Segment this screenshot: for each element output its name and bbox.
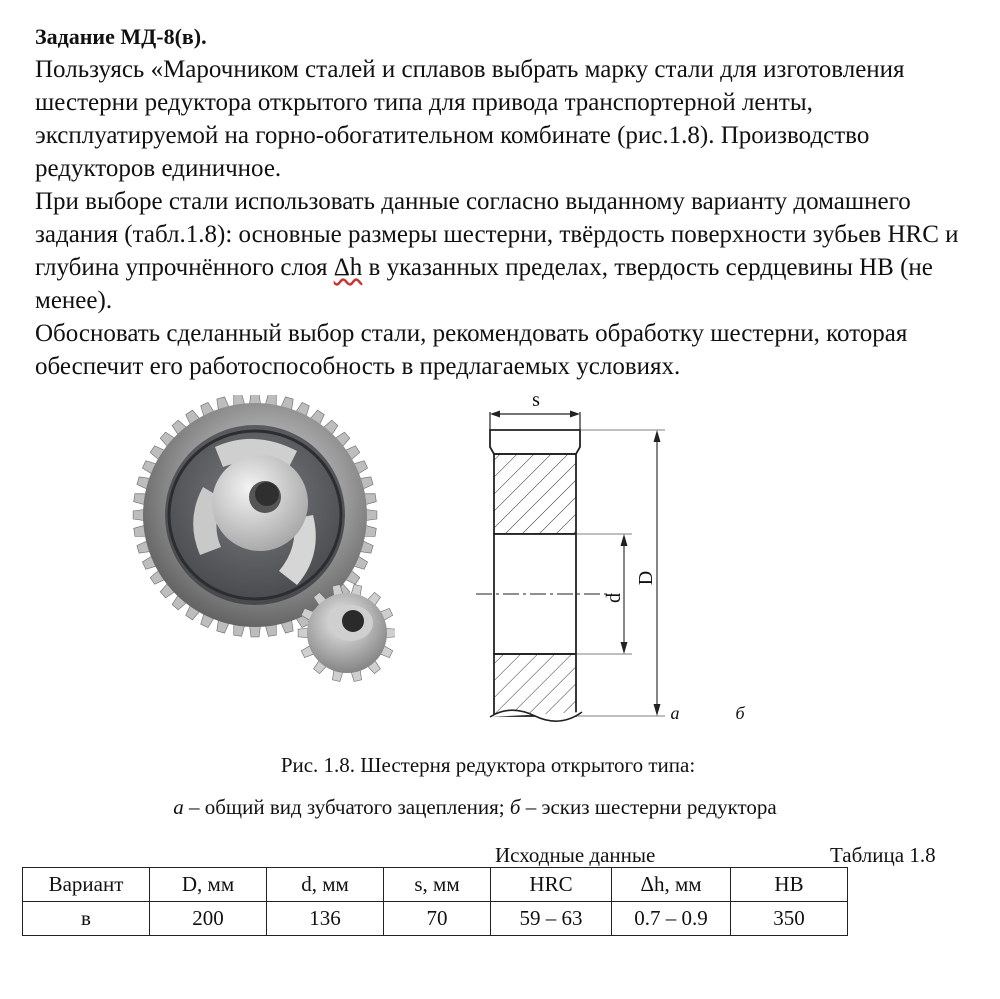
figure-label-b: б bbox=[735, 703, 745, 723]
cell-delta-h: 0.7 – 0.9 bbox=[612, 902, 731, 936]
task-paragraph-2 bbox=[35, 185, 965, 317]
source-data-table bbox=[22, 867, 848, 936]
dimension-d-label: d bbox=[603, 593, 625, 603]
header-hrc: HRC bbox=[491, 868, 612, 902]
header-variant: Вариант bbox=[23, 868, 150, 902]
figure-caption-line-1: Рис. 1.8. Шестерня редуктора открытого типа: bbox=[280, 753, 696, 777]
header-d: d, мм bbox=[267, 868, 384, 902]
caption-letter-b: б bbox=[509, 795, 521, 819]
dimension-s-label: s bbox=[532, 389, 540, 411]
table-caption: Исходные данные bbox=[495, 843, 656, 867]
paragraph-2-after: в указанных пределах, твердость сердцевины HB (не менее). bbox=[35, 254, 933, 314]
task-paragraph-1: Пользуясь «Марочником сталей и сплавов выбрать марку стали для изготовления шестерни редуктора открытого типа для привода транспортерной ленты, эксплуатируемой на горно-обогатительном комбинате (рис.1.8). Производство редукторов единичное. bbox=[35, 56, 905, 182]
header-hb: HB bbox=[731, 868, 848, 902]
delta-h-symbol: Δh bbox=[333, 254, 363, 281]
table-header-row bbox=[23, 868, 848, 902]
caption-text-b: – эскиз шестерни редуктора bbox=[520, 795, 777, 819]
table-row bbox=[23, 902, 848, 936]
task-paragraph-3: Обосновать сделанный выбор стали, рекомендовать обработку шестерни, которая обеспечит его работоспособность в предлагаемых условиях. bbox=[35, 320, 908, 380]
header-D: D, мм bbox=[150, 868, 267, 902]
gear-mesh-illustration bbox=[65, 395, 395, 735]
cell-variant: в bbox=[23, 902, 150, 936]
task-title: Задание МД-8(в). bbox=[35, 24, 207, 49]
cell-D: 200 bbox=[150, 902, 267, 936]
cell-hrc: 59 – 63 bbox=[491, 902, 612, 936]
caption-text-a: – общий вид зубчатого зацепления; bbox=[183, 795, 510, 819]
caption-letter-a: а bbox=[173, 795, 184, 819]
pinion-bore bbox=[342, 610, 364, 632]
figure-caption-line-2 bbox=[0, 794, 975, 820]
gear-section-sketch bbox=[470, 382, 770, 732]
table-number: Таблица 1.8 bbox=[830, 843, 936, 867]
figure-label-a: а bbox=[670, 703, 680, 723]
cell-d: 136 bbox=[267, 902, 384, 936]
header-s: s, мм bbox=[384, 868, 491, 902]
header-delta-h: Δh, мм bbox=[612, 868, 731, 902]
cell-s: 70 bbox=[384, 902, 491, 936]
paragraph-2-before: При выборе стали использовать данные согласно выданному варианту домашнего задания (табл.1.8): основные размеры шестерни, твёрдость поверхности зубьев HRC и глубина упрочнённого слоя bbox=[35, 188, 959, 281]
dimension-D-label: D bbox=[635, 570, 657, 586]
cell-hb: 350 bbox=[731, 902, 848, 936]
